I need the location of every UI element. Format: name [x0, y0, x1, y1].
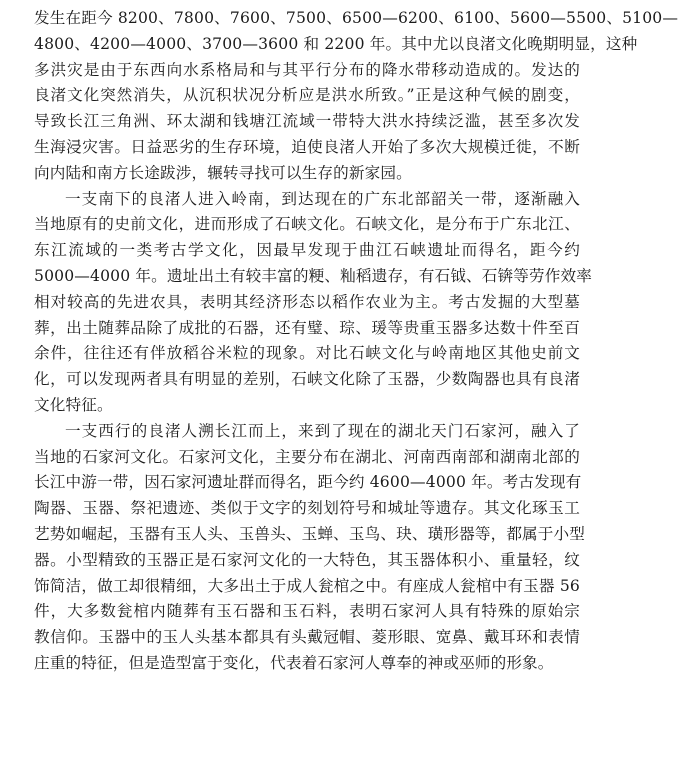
- text-line: 5000—4000 年。遗址出土有较丰富的粳、籼稻遗存，有石钺、石锛等劳作效率: [34, 266, 592, 285]
- text-line: 向内陆和南方长途跋涉，辗转寻找可以生存的新家园。: [34, 163, 412, 182]
- text-line: 导致长江三角洲、环太湖和钱塘江流域一带特大洪水持续泛滥，甚至多次发: [34, 112, 580, 131]
- text-line: 发生在距今 8200、7800、7600、7500、6500—6200、6100、5600—5500、5100—: [34, 9, 678, 27]
- text-line: 当地原有的史前文化，进而形成了石峡文化。石峡文化，是分布于广东北江、: [34, 215, 580, 234]
- text-line: 相对较高的先进农具，表明其经济形态以稻作农业为主。考古发掘的大型墓: [34, 292, 580, 311]
- text-line: 多洪灾是由于东西向水系格局和与其平行分布的降水带移动造成的。发达的: [34, 60, 580, 79]
- text-line: 陶器、玉器、祭祀遗迹、类似于文字的刻划符号和城址等遗存。其文化琢玉工: [34, 499, 580, 518]
- text-line: 庄重的特征，但是造型富于变化，代表着石家河人尊奉的神或巫师的形象。: [34, 653, 554, 672]
- text-line: 余件，往往还有伴放稻谷米粒的现象。对比石峡文化与岭南地区其他史前文: [34, 344, 580, 363]
- text-line: 一支南下的良渚人进入岭南，到达现在的广东北部韶关一带，逐渐融入: [65, 189, 580, 208]
- text-line: 生海浸灾害。日益恶劣的生存环境，迫使良渚人开始了多次大规模迁徙，不断: [34, 137, 580, 156]
- text-line: 件，大多数瓮棺内随葬有玉石器和玉石料，表明石家河人具有特殊的原始宗: [34, 602, 580, 621]
- body-text: [34, 6, 678, 677]
- paragraph: [34, 6, 678, 187]
- text-line: 葬，出土随葬品除了成批的石器，还有璧、琮、瑗等贵重玉器多达数十件至百: [34, 318, 580, 337]
- text-line: 4800、4200—4000、3700—3600 和 2200 年。其中尤以良渚文化晚期明显，这种: [34, 34, 638, 53]
- text-line: 文化特征。: [34, 395, 113, 414]
- text-line: 长江中游一带，因石家河遗址群而得名，距今约 4600—4000 年。考古发现有: [34, 473, 582, 492]
- text-line: 当地的石家河文化。石家河文化，主要分布在湖北、河南西南部和湖南北部的: [34, 447, 580, 466]
- text-line: 器。小型精致的玉器正是石家河文化的一大特色，其玉器体积小、重量轻，纹: [34, 550, 580, 569]
- text-line: 饰简洁，做工却很精细，大多出土于成人瓮棺之中。有座成人瓮棺中有玉器 56: [34, 576, 580, 595]
- paragraph: [34, 187, 592, 419]
- text-line: 一支西行的良渚人溯长江而上，来到了现在的湖北天门石家河，融入了: [65, 421, 580, 440]
- text-line: 化，可以发现两者具有明显的差别，石峡文化除了玉器，少数陶器也具有良渚: [34, 370, 580, 389]
- text-line: 东江流域的一类考古学文化，因最早发现于曲江石峡遗址而得名，距今约: [34, 241, 580, 260]
- paragraph: [34, 419, 586, 677]
- text-line: 良渚文化突然消失，从沉积状况分析应是洪水所致。”正是这种气候的剧变，: [34, 86, 580, 105]
- text-line: 艺势如崛起，玉器有玉人头、玉兽头、玉蝉、玉鸟、玦、璜形器等，都属于小型: [34, 524, 586, 543]
- text-line: 教信仰。玉器中的玉人头基本都具有头戴冠帽、菱形眼、宽鼻、戴耳环和表情: [34, 628, 580, 647]
